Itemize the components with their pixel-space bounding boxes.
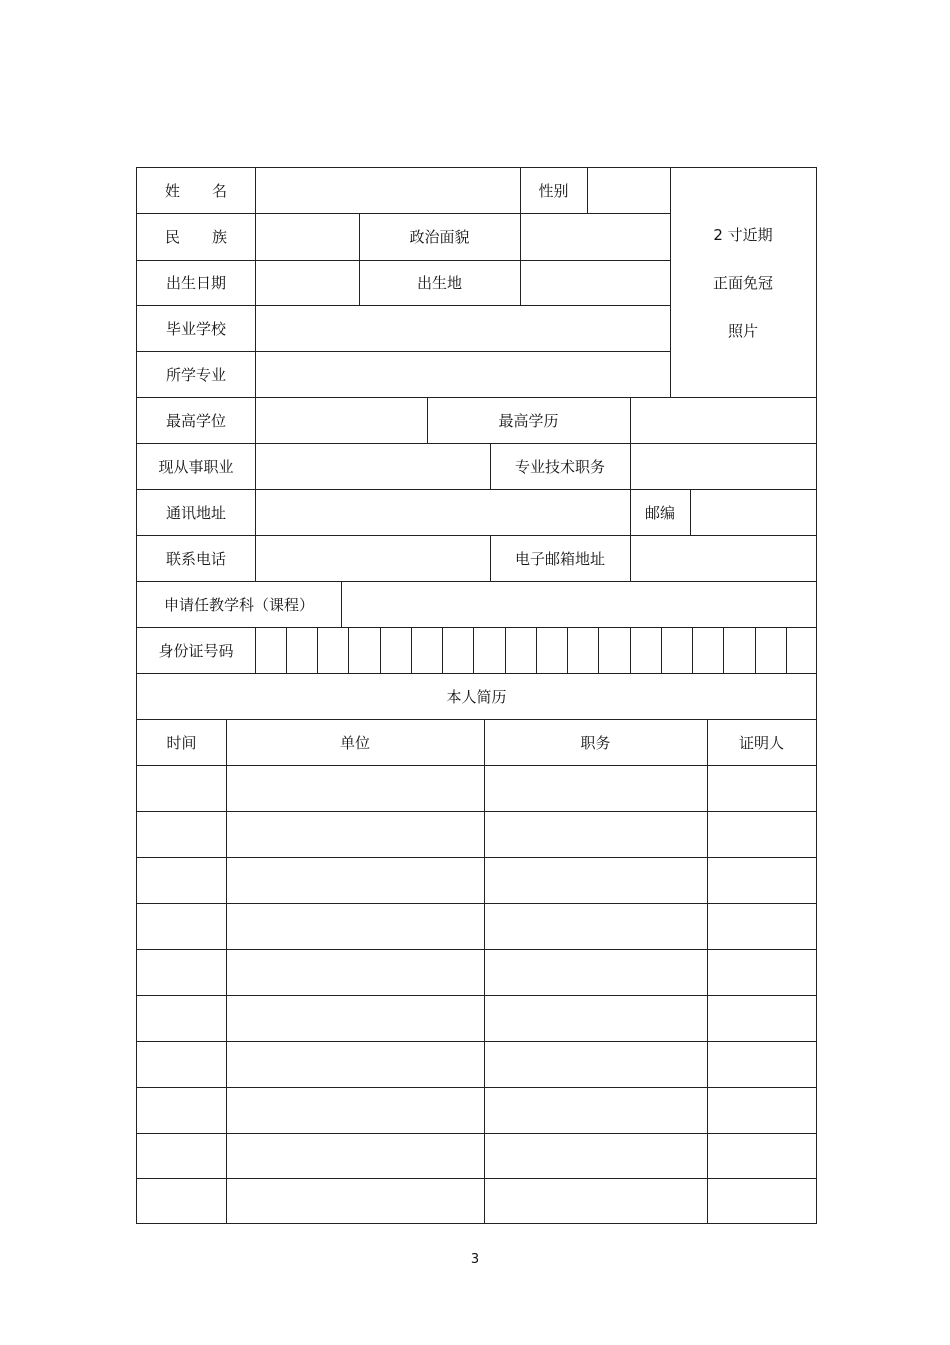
col-divider	[587, 168, 588, 213]
ethnicity-label	[137, 213, 255, 260]
row-divider	[137, 903, 816, 904]
occupation-label: 现从事职业	[158, 457, 234, 476]
education-label: 最高学历	[498, 411, 559, 430]
id-box-divider	[786, 627, 787, 673]
row-divider	[137, 811, 816, 812]
id-box-divider	[411, 627, 412, 673]
birthplace-label: 出生地	[416, 274, 462, 292]
resume-header-time: 时间	[166, 733, 197, 752]
degree-label: 最高学位	[165, 411, 226, 430]
id-box-divider	[317, 627, 318, 673]
row-divider	[137, 765, 816, 766]
col-divider	[520, 213, 521, 305]
row-divider	[137, 1133, 816, 1134]
resume-title: 本人简历	[446, 687, 507, 706]
id-number-label: 身份证号码	[158, 641, 234, 660]
page-number: 3	[470, 1252, 480, 1267]
row-divider	[137, 1178, 816, 1179]
id-box-divider	[505, 627, 506, 673]
gender-label: 性别	[538, 182, 569, 200]
id-box-divider	[723, 627, 724, 673]
ethnicity-label-char-2: 族	[211, 228, 227, 246]
name-label-char-2: 名	[211, 182, 227, 200]
id-box-divider	[473, 627, 474, 673]
subject-label: 申请任教学科（课程）	[163, 595, 314, 614]
col-divider	[630, 443, 631, 489]
ethnicity-label-char-1: 民	[165, 228, 181, 246]
name-label-char-1: 姓	[165, 182, 181, 200]
id-box-divider	[692, 627, 693, 673]
photo-line-3: 照片	[727, 322, 758, 340]
school-label: 毕业学校	[165, 319, 226, 338]
row-divider	[137, 857, 816, 858]
row-divider	[137, 995, 816, 996]
application-form-table	[136, 167, 817, 1224]
id-box-divider	[442, 627, 443, 673]
birth-date-label: 出生日期	[165, 274, 226, 292]
professional-title-label: 专业技术职务	[514, 457, 605, 476]
photo-line-1: 2 寸近期	[713, 226, 773, 244]
col-divider	[630, 535, 631, 581]
id-box-divider	[567, 627, 568, 673]
id-box-divider	[286, 627, 287, 673]
col-divider	[255, 627, 256, 673]
id-box-divider	[661, 627, 662, 673]
col-divider	[255, 168, 256, 581]
row-divider	[137, 1087, 816, 1088]
col-divider	[630, 397, 631, 443]
col-divider	[484, 719, 485, 1224]
major-label: 所学专业	[165, 365, 226, 384]
postcode-label: 邮编	[644, 503, 675, 522]
address-label: 通讯地址	[165, 503, 226, 522]
resume-header-position: 职务	[580, 733, 611, 752]
id-box-divider	[536, 627, 537, 673]
col-divider	[341, 581, 342, 627]
resume-header-employer: 单位	[339, 733, 370, 752]
photo-placeholder	[670, 208, 816, 358]
name-label	[137, 168, 255, 213]
email-label: 电子邮箱地址	[514, 549, 605, 568]
phone-label: 联系电话	[165, 549, 226, 568]
id-box-divider	[348, 627, 349, 673]
id-box-divider	[380, 627, 381, 673]
id-box-divider	[598, 627, 599, 673]
row-divider	[137, 949, 816, 950]
resume-header-witness: 证明人	[738, 733, 784, 752]
photo-line-2: 正面免冠	[712, 274, 773, 292]
col-divider	[226, 719, 227, 1224]
col-divider	[690, 489, 691, 535]
id-box-divider	[630, 627, 631, 673]
political-status-label: 政治面貌	[409, 228, 470, 246]
id-box-divider	[755, 627, 756, 673]
row-divider	[137, 1041, 816, 1042]
col-divider	[707, 719, 708, 1224]
